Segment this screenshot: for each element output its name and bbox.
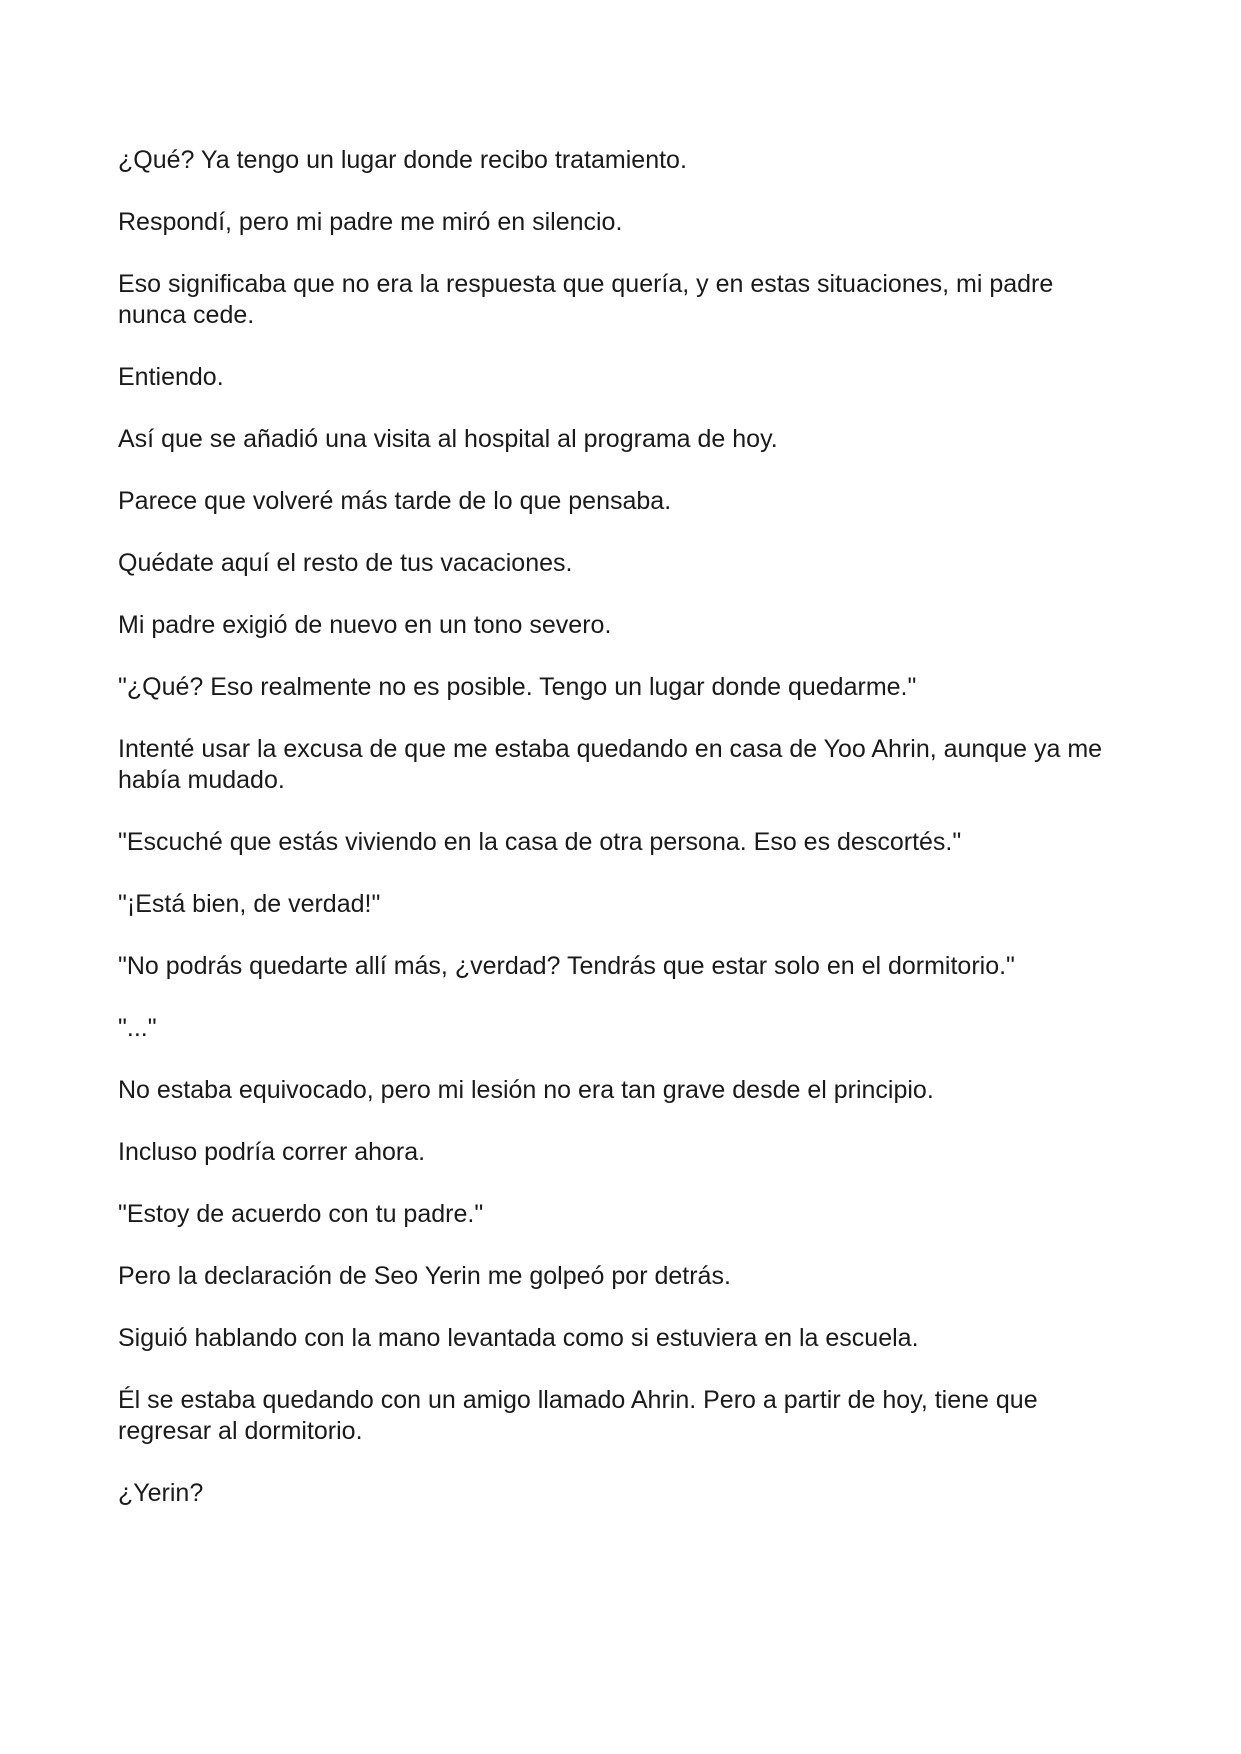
paragraph: ¿Qué? Ya tengo un lugar donde recibo tratamiento. [118,146,687,174]
paragraph: Mi padre exigió de nuevo en un tono severo. [118,611,612,639]
document-body [118,145,1128,1540]
paragraph: "Estoy de acuerdo con tu padre." [118,1200,484,1228]
paragraph: "No podrás quedarte allí más, ¿verdad? Tendrás que estar solo en el dormitorio." [118,952,1015,980]
paragraph: Quédate aquí el resto de tus vacaciones. [118,549,573,577]
paragraph: Así que se añadió una visita al hospital al programa de hoy. [118,425,778,453]
paragraph: Siguió hablando con la mano levantada como si estuviera en la escuela. [118,1324,919,1352]
paragraph: "..." [118,1014,157,1042]
paragraph: Respondí, pero mi padre me miró en silencio. [118,208,623,236]
paragraph: Eso significaba que no era la respuesta que quería, y en estas situaciones, mi padre nunca cede. [118,270,1054,329]
paragraph: Intenté usar la excusa de que me estaba quedando en casa de Yoo Ahrin, aunque ya me había mudado. [118,735,1103,794]
paragraph: Él se estaba quedando con un amigo llamado Ahrin. Pero a partir de hoy, tiene que regresar al dormitorio. [118,1386,1038,1445]
paragraph: ¿Yerin? [118,1479,204,1507]
paragraph: "¿Qué? Eso realmente no es posible. Tengo un lugar donde quedarme." [118,673,917,701]
paragraph: "Escuché que estás viviendo en la casa de otra persona. Eso es descortés." [118,828,962,856]
paragraph: Parece que volveré más tarde de lo que pensaba. [118,487,672,515]
paragraph: Incluso podría correr ahora. [118,1138,426,1166]
paragraph: Entiendo. [118,363,224,391]
paragraph: "¡Está bien, de verdad!" [118,890,381,918]
paragraph: Pero la declaración de Seo Yerin me golpeó por detrás. [118,1262,731,1290]
paragraph: No estaba equivocado, pero mi lesión no era tan grave desde el principio. [118,1076,934,1104]
